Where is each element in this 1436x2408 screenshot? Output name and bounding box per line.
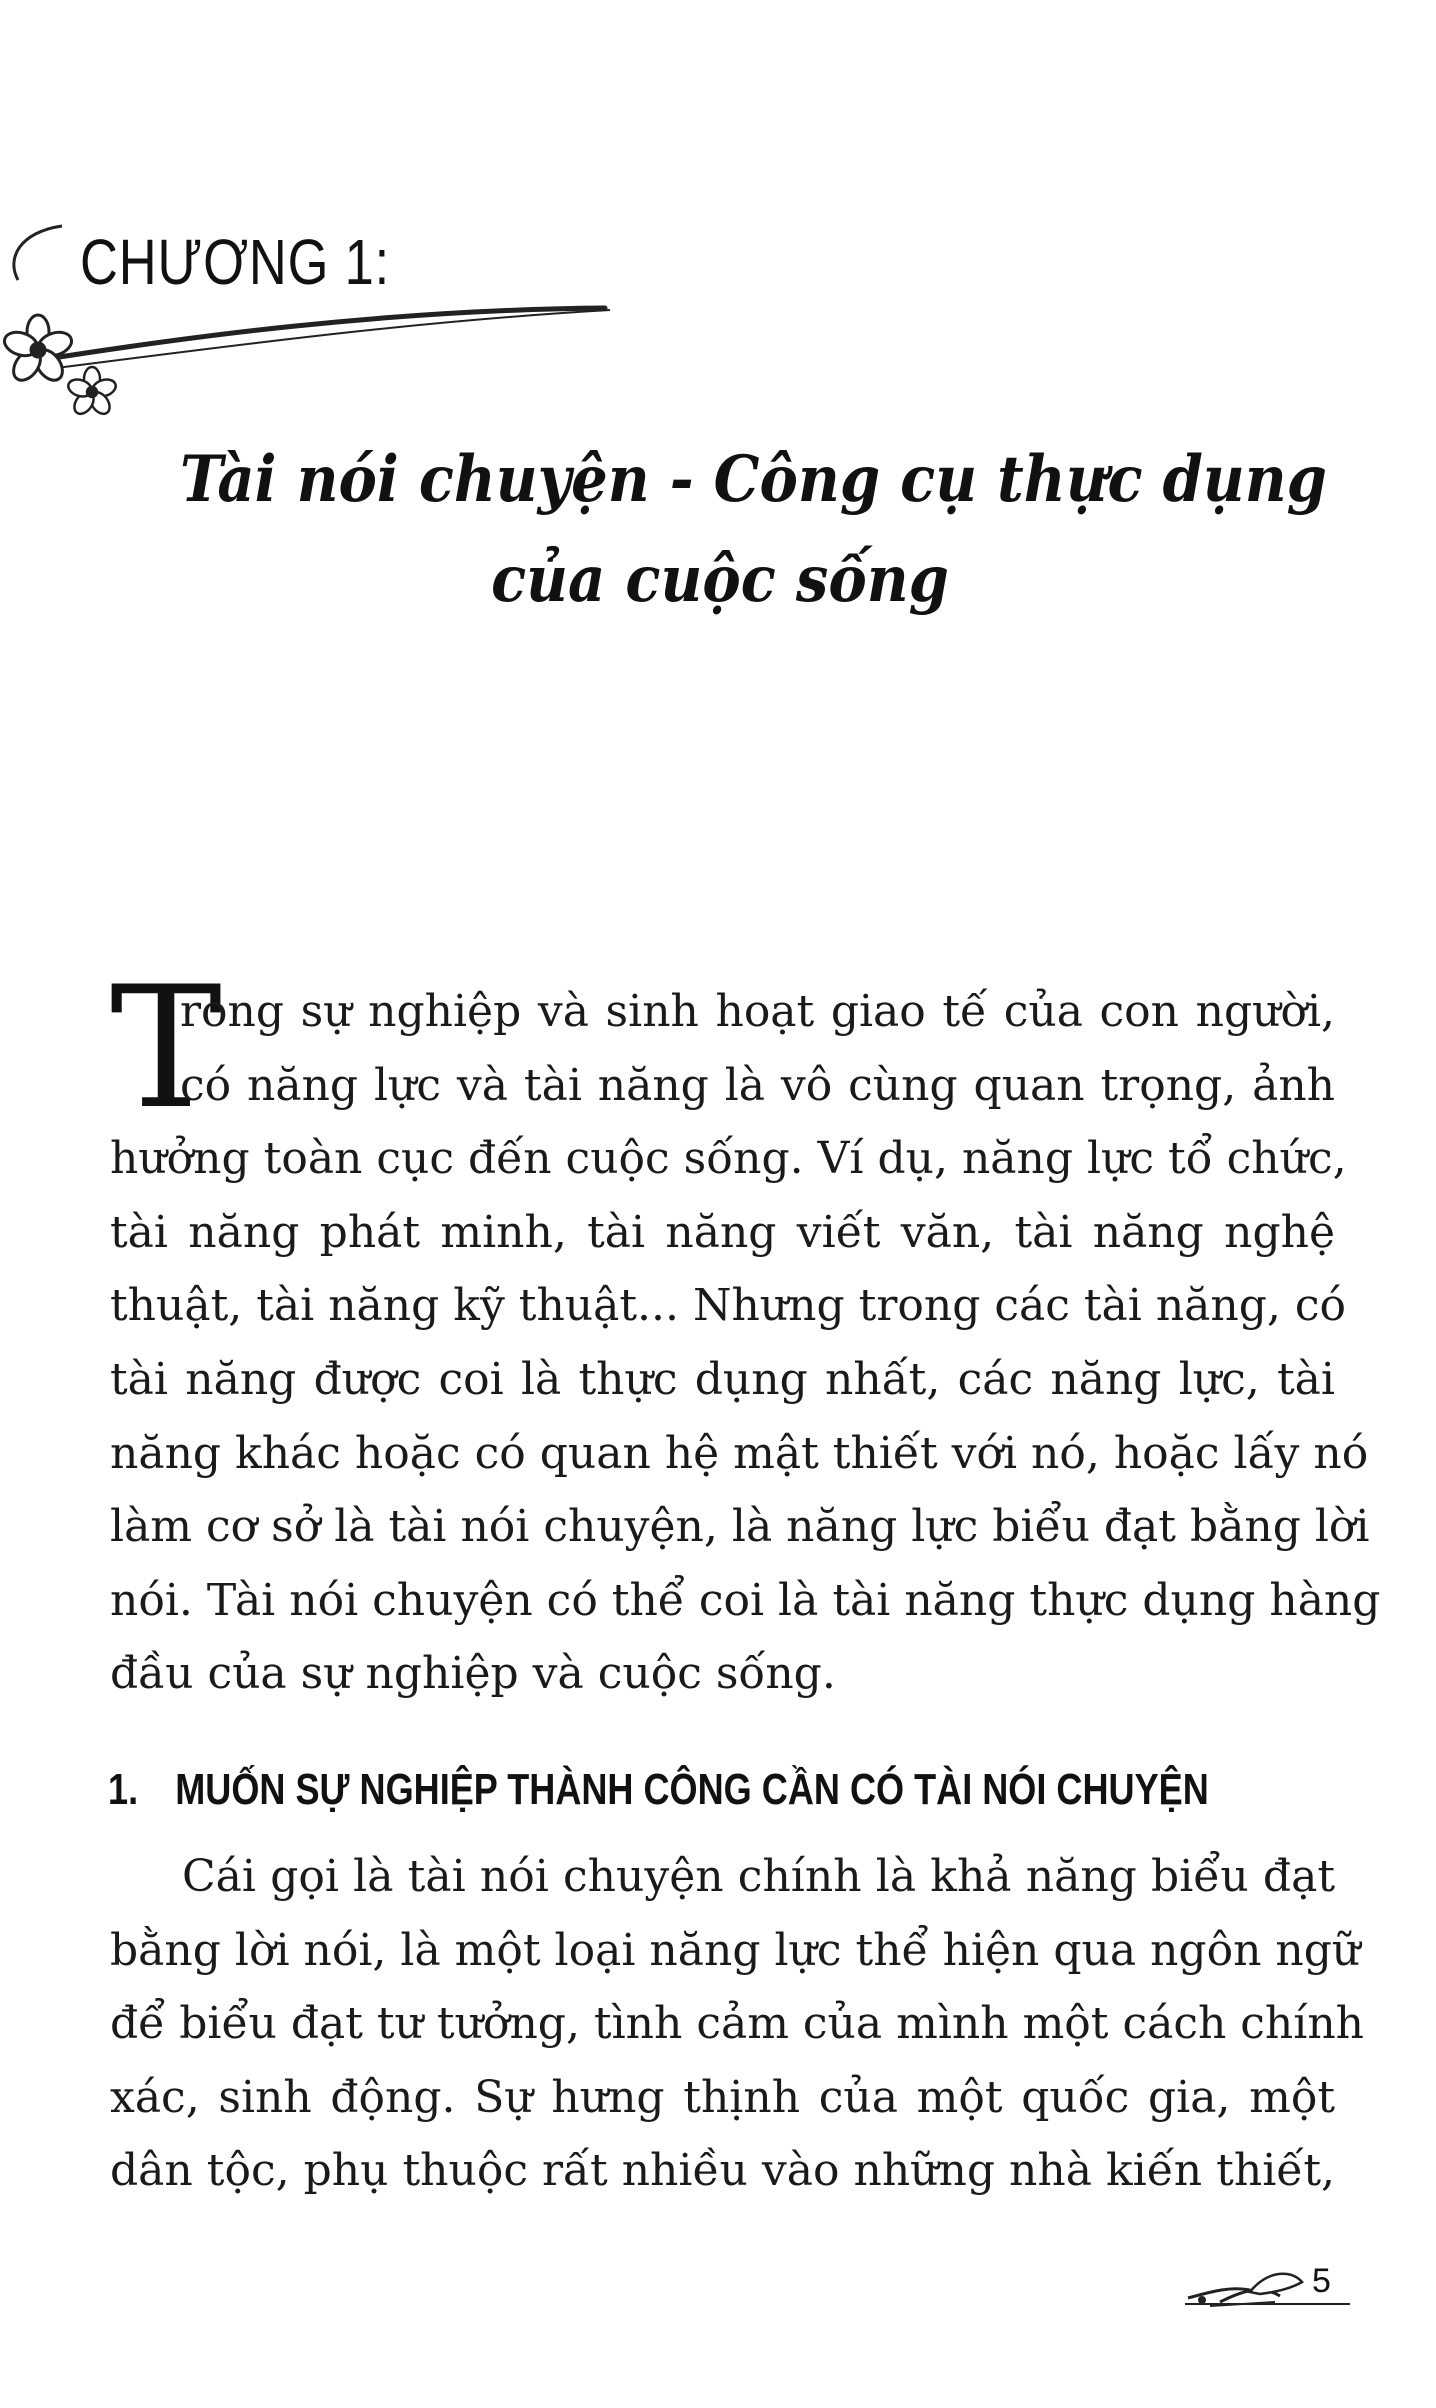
paragraph-line: rong sự nghiệp và sinh hoạt giao tế của con người, [180,986,1335,1037]
paragraph-line: đầu của sự nghiệp và cuộc sống. [110,1648,836,1700]
page-number: 5 [1312,2262,1331,2300]
chapter-label: CHƯƠNG 1: [80,226,391,298]
paragraph-line: dân tộc, phụ thuộc rất nhiều vào những nhà kiến thiết, [110,2145,1335,2197]
paragraph-line: xác, sinh động. Sự hưng thịnh của một quốc gia, một [110,2071,1335,2123]
chapter-title [180,430,1327,630]
paragraph-line: làm cơ sở là tài nói chuyện, là năng lực biểu đạt bằng lời [110,1501,1370,1553]
drop-cap: T [110,950,223,1146]
paragraph-line: để biểu đạt tư tưởng, tình cảm của mình một cách chính [110,1998,1365,2050]
section-title: MUỐN SỰ NGHIỆP THÀNH CÔNG CẦN CÓ TÀI NÓI CHUYỆN [175,1765,1209,1814]
paragraph-line: bằng lời nói, là một loại năng lực thể hiện qua ngôn ngữ [110,1924,1361,1976]
intro-paragraph [110,975,1381,1711]
chapter-title-line: của cuộc sống [491,542,949,617]
section-heading [108,1765,1209,1815]
footer-rule [1185,2303,1350,2305]
paragraph-line: hưởng toàn cục đến cuộc sống. Ví dụ, năng lực tổ chức, [110,1133,1347,1185]
paragraph-line: năng khác hoặc có quan hệ mật thiết với nó, hoặc lấy nó [110,1427,1369,1479]
paragraph-line: thuật, tài năng kỹ thuật... Nhưng trong các tài năng, có [110,1280,1347,1332]
paragraph-line: có năng lực và tài năng là vô cùng quan trọng, ảnh [180,1059,1335,1111]
paragraph-line: nói. Tài nói chuyện có thể coi là tài năng thực dụng hàng [110,1574,1381,1626]
paragraph-line: Cái gọi là tài nói chuyện chính là khả năng biểu đạt [182,1851,1335,1902]
paragraph-line: tài năng phát minh, tài năng viết văn, tài năng nghệ [110,1206,1335,1258]
section-paragraph [110,1840,1365,2208]
paragraph-line: tài năng được coi là thực dụng nhất, các năng lực, tài [110,1353,1335,1405]
chapter-title-line: Tài nói chuyện - Công cụ thực dụng [180,442,1327,517]
section-number: 1. [108,1765,139,1814]
